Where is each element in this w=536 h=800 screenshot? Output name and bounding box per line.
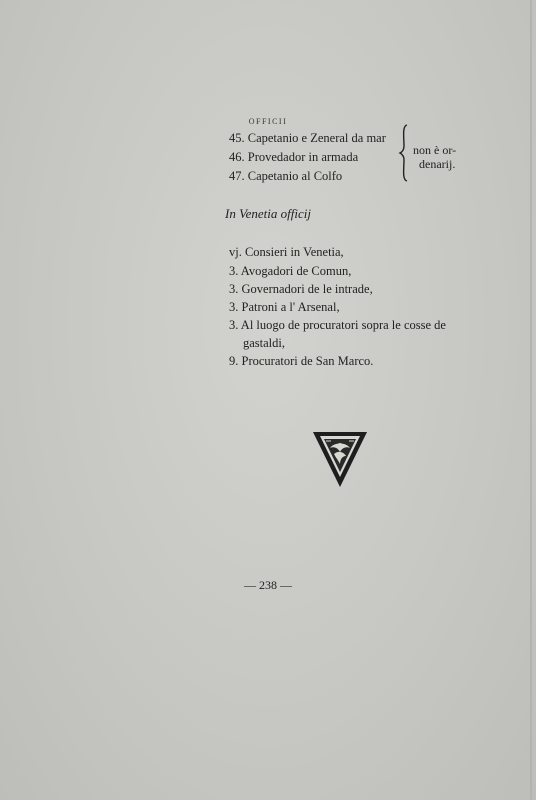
list-item: 3. Governadori de le intrade, [229,282,373,296]
brace-note-line: non è or- [413,143,457,157]
list-item: 46. Provedador in armada [229,150,359,164]
running-head: OFFICII [248,117,288,126]
curly-brace-icon [398,124,410,182]
list-item: vj. Consieri in Venetia, [229,245,344,259]
list-item: 47. Capetanio al Colfo [229,169,343,183]
list-item: 3. Patroni a l' Arsenal, [229,300,340,314]
page-number: — 238 — [244,578,292,592]
list-item: 3. Al luogo de procuratori sopra le cosse de [229,318,446,332]
list-item: 9. Procuratori de San Marco. [229,354,374,368]
section-heading: In Venetia officij [225,206,311,221]
brace-note-line: denarij. [419,157,456,171]
list-item: 45. Capetanio e Zeneral da mar [229,131,386,145]
list-item-continuation: gastaldi, [243,336,286,350]
printer-device-icon [312,430,368,488]
list-item: 3. Avogadori de Comun, [229,264,352,278]
